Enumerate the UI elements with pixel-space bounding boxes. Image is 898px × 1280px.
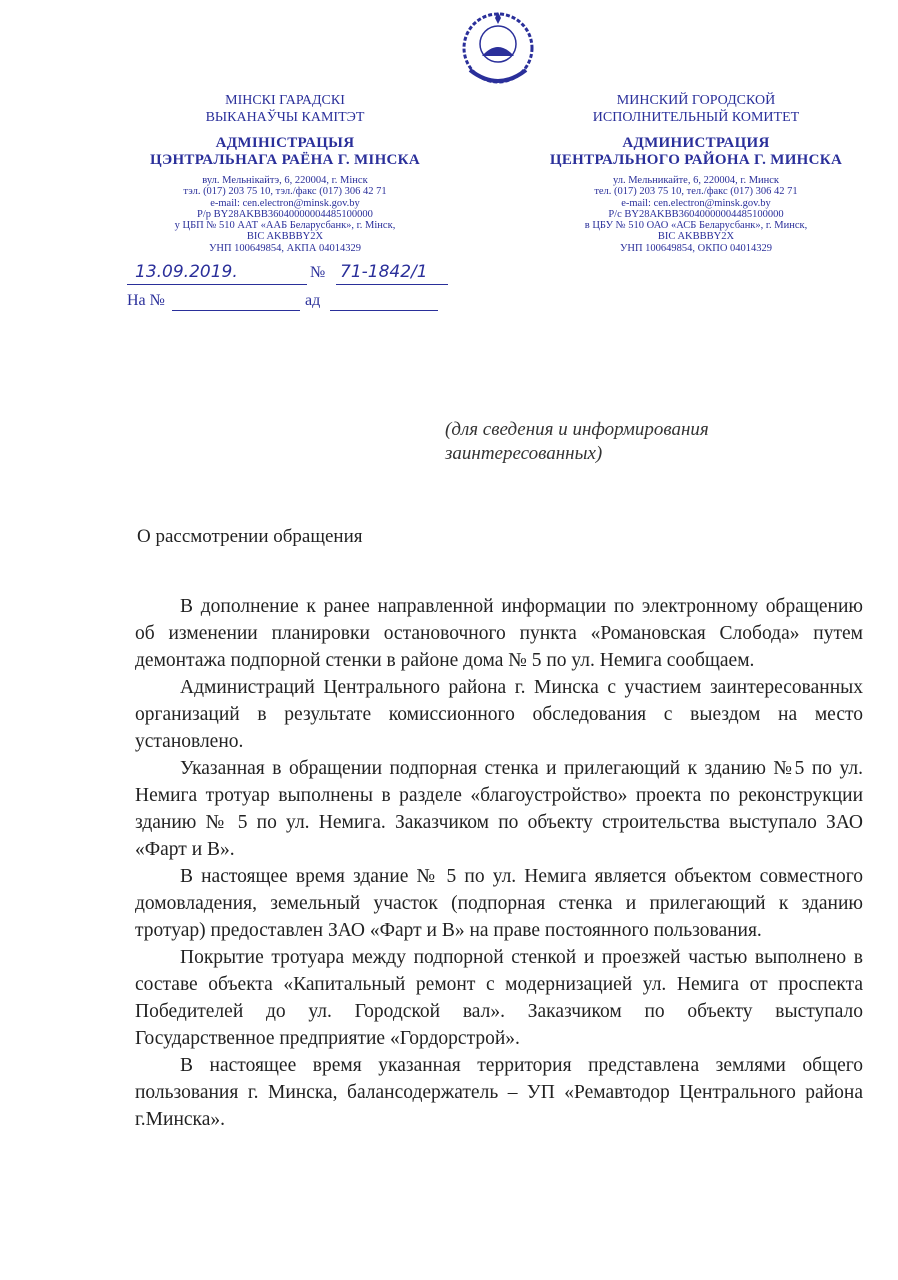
number-label: № [310, 264, 326, 281]
paragraph: Указанная в обращении подпорная стенка и прилегающий к зданию №5 по ул. Немига тротуар выполнены в разделе «благоустройство» проекта по реконструкции зданию № 5 по ул. Немига. Заказчиком по объекту строительства выступало ЗАО «Фарт и В». [135, 758, 863, 860]
detail-line: у ЦБП № 510 ААТ «ААБ Беларусбанк», г. Мінск, [174, 220, 396, 232]
detail-line: тел. (017) 203 75 10, тел./факс (017) 306 42 71 [594, 186, 798, 198]
date-field [127, 262, 307, 285]
note-line1: (для сведения и информирования [445, 419, 709, 440]
reference-from-label: ад [305, 292, 321, 309]
detail-line: вул. Мельнікайтэ, 6, 220004, г. Мінск [202, 175, 368, 186]
letter-body [135, 593, 863, 1133]
detail-line: УНП 100649854, ОКПО 04014329 [619, 242, 773, 254]
detail-line: e-mail: cen.electron@minsk.gov.by [621, 197, 771, 209]
detail-line: BIC AKBBBY2X [246, 231, 324, 243]
detail-line: ул. Мельникайте, 6, 220004, г. Минск [612, 175, 780, 186]
org-name-line1: МІНСКІ ГАРАДСКІ [225, 93, 345, 108]
org-name-line2: ВЫКАНАЎЧЫ КАМІТЭТ [205, 110, 365, 125]
distribution-note [445, 418, 709, 466]
contact-details [486, 175, 898, 254]
paragraph: В настоящее время указанная территория представлена землями общего пользования г. Минска, балансодержатель – УП «Ремавтодор Центрального района г.Минска». [135, 1055, 863, 1130]
detail-line: в ЦБУ № 510 ОАО «АСБ Беларусбанк», г. Минск, [584, 220, 808, 232]
detail-line: e-mail: cen.electron@minsk.gov.by [210, 197, 360, 209]
admin-name-line1: АДМИНИСТРАЦИЯ [622, 135, 770, 151]
reference-number-field [172, 292, 300, 311]
detail-line: Р/с BY28AKBB36040000004485100000 [608, 208, 784, 220]
handwritten-number: 71-1842/1 [340, 262, 428, 282]
org-name-line1: МИНСКИЙ ГОРОДСКОЙ [616, 93, 776, 108]
reference-label: На № [127, 292, 165, 309]
admin-name-line1: АДМІНІСТРАЦЫЯ [215, 135, 355, 151]
paragraph: Покрытие тротуара между подпорной стенкой и проезжей частью выполнено в составе объекта «Капитальный ремонт с модернизацией ул. Немига от проспекта Победителей до ул. Городской вал». Заказчиком по объекту выступало Государственное предприятие «Гордорстрой». [135, 947, 863, 1049]
admin-name-line2: ЦЭНТРАЛЬНАГА РАЁНА Г. МІНСКА [150, 152, 420, 168]
note-line2: заинтересованных) [445, 443, 603, 464]
admin-name-line2: ЦЕНТРАЛЬНОГО РАЙОНА Г. МИНСКА [549, 152, 843, 168]
letter-subject: О рассмотрении обращения [137, 526, 363, 547]
detail-line: BIC AKBBBY2X [657, 231, 735, 243]
org-name-line2: ИСПОЛНИТЕЛЬНЫЙ КОМИТЕТ [592, 110, 800, 125]
reference-date-field [330, 292, 438, 311]
handwritten-date: 13.09.2019. [135, 262, 238, 282]
number-field [336, 262, 448, 285]
detail-line: тэл. (017) 203 75 10, тэл./факс (017) 306 42 71 [183, 186, 387, 198]
paragraph: В настоящее время здание № 5 по ул. Немига является объектом совместного домовладения, земельный участок (подпорная стенка и прилегающий к зданию тротуар) предоставлен ЗАО «Фарт и В» на праве постоянного пользования. [135, 866, 863, 941]
contact-details [75, 175, 495, 254]
detail-line: Р/р BY28AKBB36040000004485100000 [197, 208, 373, 220]
right-letterhead [486, 92, 898, 254]
detail-line: УНП 100649854, АКПА 04014329 [208, 242, 362, 254]
paragraph: В дополнение к ранее направленной информации по электронному обращению об изменении планировки остановочного пункта «Романовская Слобода» путем демонтажа подпорной стенки в районе дома № 5 по ул. Немига сообщаем. [135, 596, 863, 671]
state-emblem-icon [452, 8, 544, 97]
paragraph: Администраций Центрального района г. Минска с участием заинтересованных организаций в результате комиссионного обследования с выездом на место установлено. [135, 677, 863, 752]
left-letterhead [75, 92, 495, 254]
